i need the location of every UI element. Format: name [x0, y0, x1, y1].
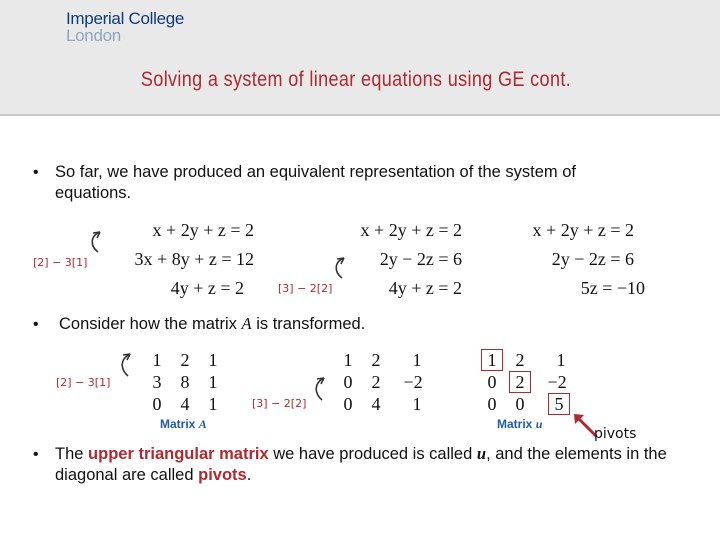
matrix-cell: 8 [180, 372, 190, 392]
row-op-label: [3] − 2[2] [278, 282, 333, 295]
matrix-cell: 0 [515, 394, 525, 414]
matrix-cell: 4 [180, 394, 190, 414]
matrix-cell: 1 [343, 350, 353, 370]
bullet-3-text [55, 443, 695, 486]
matrix-cell: −2 [403, 372, 423, 392]
highlight-term: pivots [198, 466, 247, 484]
equation: x + 2y + z = 2 [360, 220, 462, 240]
equation: 4y + z = 2 [170, 278, 244, 298]
imperial-logo [66, 10, 184, 44]
curved-arrow-icon [310, 376, 330, 404]
bullet-dot: • [33, 446, 39, 463]
matrix-cell: 1 [208, 394, 218, 414]
bullet-1-text: So far, we have produced an equivalent representation of the system of equations. [55, 163, 576, 202]
matrix-cell: 1 [412, 350, 422, 370]
caption-var: A [198, 417, 207, 431]
slide-title: Solving a system of linear equations using GE cont. [140, 68, 572, 91]
matrix-cell: 0 [343, 372, 353, 392]
matrix-cell: −2 [547, 372, 567, 392]
bullet-3-part: The [55, 445, 84, 463]
bullet-2-text [59, 313, 365, 335]
highlight-term: upper triangular matrix [88, 445, 269, 463]
matrix-cell: 1 [412, 394, 422, 414]
matrix-cell: 2 [371, 350, 381, 370]
row-op-label: [2] − 3[1] [56, 376, 111, 389]
logo-line-1: Imperial College [66, 9, 185, 28]
matrix-cell: 1 [208, 350, 218, 370]
equation: 2y − 2z = 6 [379, 249, 462, 269]
caption-var: u [535, 417, 543, 431]
equation: x + 2y + z = 2 [532, 220, 634, 240]
bullet-2-part: Consider how the matrix [59, 315, 237, 333]
equation: 2y − 2z = 6 [551, 249, 634, 269]
matrix-cell: 2 [515, 350, 525, 370]
bullet-2-var: A [241, 314, 252, 333]
equation: 5z = −10 [580, 278, 645, 298]
row-op-label: [3] − 2[2] [252, 397, 307, 410]
equation: x + 2y + z = 2 [152, 220, 254, 240]
pivots-label: pivots [594, 426, 637, 442]
bullet-3-part: , and the elements in the diagonal are called [55, 445, 667, 484]
matrix-cell: 1 [556, 350, 566, 370]
matrix-cell: 2 [515, 372, 525, 392]
matrix-cell: 0 [487, 372, 497, 392]
bullet-2-part: is transformed. [256, 315, 366, 333]
bullet-3-part: we have produced is called [273, 445, 473, 463]
matrix-caption [497, 417, 542, 432]
matrix-cell: 2 [180, 350, 190, 370]
matrix-cell: 2 [371, 372, 381, 392]
matrix-cell: 0 [487, 394, 497, 414]
matrix-caption [160, 417, 207, 432]
matrix-cell: 3 [152, 372, 162, 392]
bullet-3-var: u [476, 444, 487, 463]
curved-arrow-icon [86, 230, 106, 256]
bullet-3-part: . [246, 466, 252, 484]
bullet-dot: • [33, 316, 39, 333]
caption-text: Matrix [497, 417, 533, 431]
caption-text: Matrix [160, 417, 196, 431]
curved-arrow-icon [116, 352, 136, 380]
matrix-cell: 1 [208, 372, 218, 392]
matrix-cell: 5 [554, 394, 564, 414]
matrix-cell: 0 [343, 394, 353, 414]
slide-header [0, 0, 720, 116]
matrix-cell: 0 [152, 394, 162, 414]
matrix-cell: 1 [487, 350, 497, 370]
matrix-cell: 4 [371, 394, 381, 414]
equation: 4y + z = 2 [388, 278, 462, 298]
logo-line-2: London [66, 26, 121, 45]
bullet-dot: • [33, 164, 39, 181]
equation: 3x + 8y + z = 12 [134, 249, 254, 269]
matrix-cell: 1 [152, 350, 162, 370]
row-op-label: [2] − 3[1] [33, 256, 88, 269]
